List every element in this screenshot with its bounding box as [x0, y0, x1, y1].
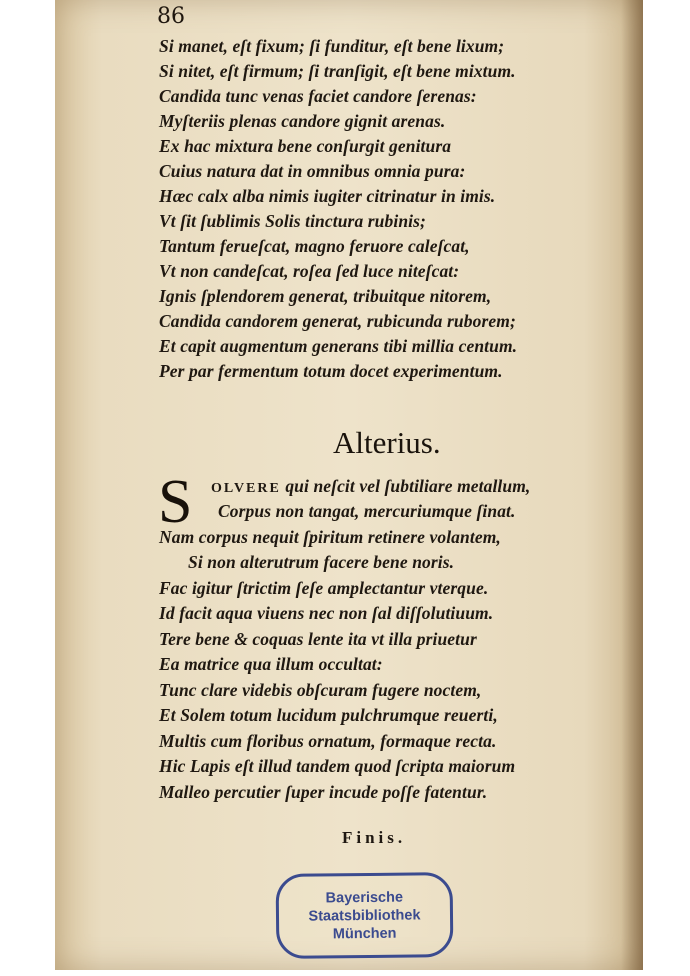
finis-label: Finis.: [342, 828, 407, 847]
verse-line: Hæc calx alba nimis iugiter citrinatur in imis.: [159, 186, 496, 206]
verse-line: Vt non candeſcat, roſea ſed luce niteſcat:: [159, 261, 460, 281]
verse-line: Ea matrice qua illum occultat:: [159, 654, 383, 674]
verse-first-line: [211, 476, 530, 497]
verse-line: Si nitet, eſt firmum; ſi tranſigit, eſt bene mixtum.: [159, 61, 516, 81]
verse-line: Tunc clare videbis obſcuram fugere noctem,: [159, 680, 482, 700]
verse-line: Multis cum floribus ornatum, formaque recta.: [159, 731, 497, 751]
verse-line: Ignis ſplendorem generat, tribuitque nitorem,: [159, 286, 492, 306]
verse-line: Hic Lapis eſt illud tandem quod ſcripta maiorum: [159, 756, 516, 776]
drop-cap-initial: S: [158, 468, 193, 536]
stamp-line-1: Bayerische: [325, 889, 404, 906]
book-page: [55, 0, 643, 970]
verse-line: Id facit aqua viuens nec non ſal diſſolutiuum.: [159, 603, 494, 623]
page-number: 86: [157, 4, 185, 29]
library-stamp: [276, 872, 454, 959]
verse-line: Fac igitur ſtrictim ſeſe amplectantur vterque.: [159, 578, 489, 598]
verse-line: Tantum ferueſcat, magno feruore caleſcat,: [159, 236, 470, 256]
verse-line: Vt ſit ſublimis Solis tinctura rubinis;: [159, 211, 426, 231]
section-heading: Alterius.: [333, 425, 441, 460]
verse-line: Ex hac mixtura bene conſurgit genitura: [159, 136, 452, 156]
verse-line: Malleo percutier ſuper incude poſſe fatentur.: [159, 782, 488, 802]
first-line-caps: OLVERE: [211, 481, 281, 496]
verse-line: Cuius natura dat in omnibus omnia pura:: [159, 161, 466, 181]
verse-line: Tere bene & coquas lente ita vt illa priuetur: [159, 629, 477, 649]
verse-line: Candida tunc venas faciet candore ſerenas:: [159, 86, 477, 106]
verse-line: Nam corpus nequit ſpiritum retinere volantem,: [159, 527, 501, 547]
verse-line: Candida candorem generat, rubicunda ruborem;: [159, 311, 516, 331]
first-line-rest: qui neſcit vel ſubtiliare metallum,: [280, 476, 531, 496]
stamp-line-3: München: [332, 925, 397, 942]
stamp-line-2: Staatsbibliothek: [308, 906, 421, 925]
verse-line: Si manet, eſt fixum; ſi funditur, eſt bene lixum;: [159, 36, 505, 56]
verse-line: Si non alterutrum facere bene noris.: [188, 552, 455, 572]
verse-line: Myſteriis plenas candore gignit arenas.: [159, 111, 446, 131]
verse-line: Et capit augmentum generans tibi millia centum.: [159, 336, 518, 356]
verse-line: Et Solem totum lucidum pulchrumque reuerti,: [159, 705, 498, 725]
page-gutter-shadow: [621, 0, 643, 970]
verse-line: Per par fermentum totum docet experimentum.: [159, 361, 503, 381]
verse-line: Corpus non tangat, mercuriumque ſinat.: [218, 501, 516, 521]
